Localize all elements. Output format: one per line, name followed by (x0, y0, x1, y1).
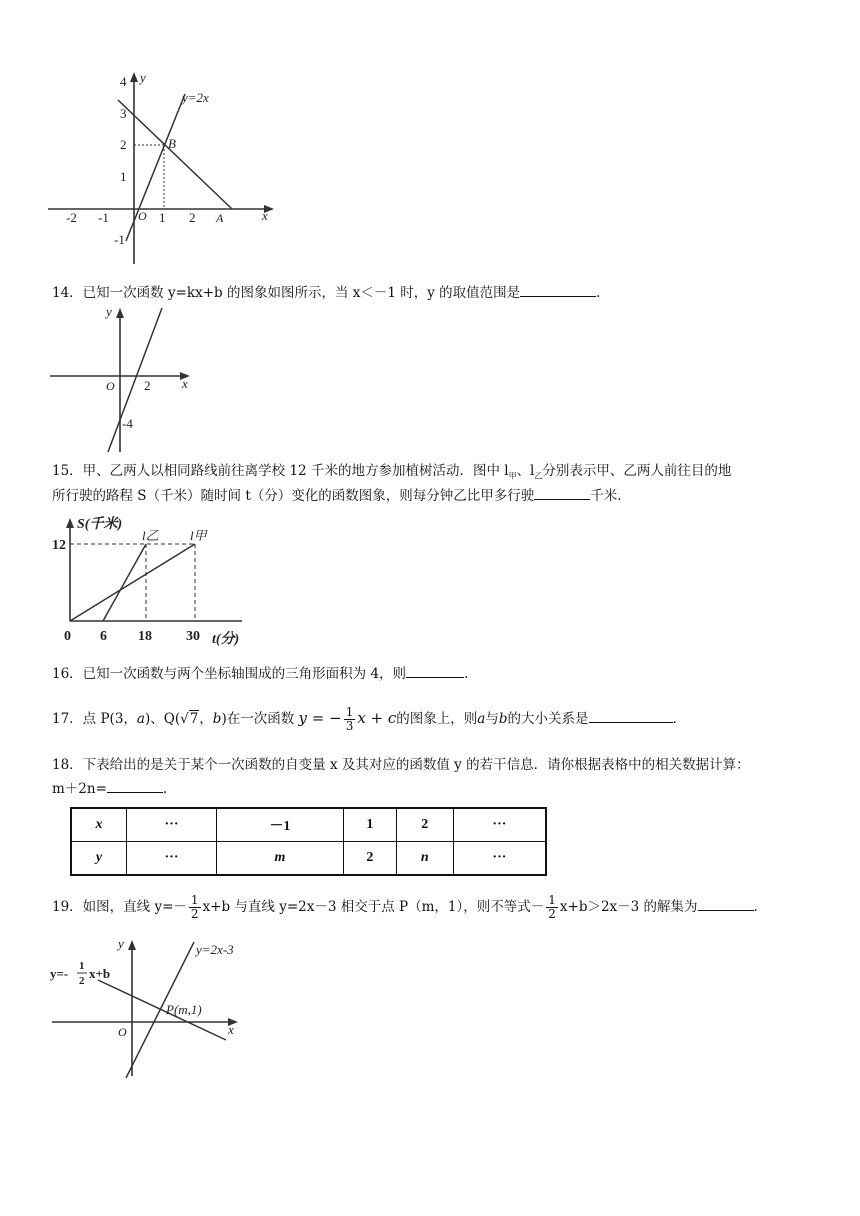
table-cell: x (71, 808, 127, 842)
question-18-line-1: 18．下表给出的是关于某个一次函数的自变量 x 及其对应的函数值 y 的若干信息．请你根据表格中的相关数据计算： (52, 757, 750, 773)
line-label-2x-minus-3: y=2x-3 (196, 942, 234, 957)
table-row (71, 842, 546, 876)
y-tick-4: 4 (120, 74, 127, 89)
y-axis-label: y (118, 936, 124, 951)
table-cell: 1 (343, 808, 396, 842)
x-axis-label: t(分) (212, 632, 240, 647)
figure-q14 (50, 302, 200, 457)
table-cell: n (396, 842, 453, 876)
x-tick-30: 30 (186, 629, 200, 644)
x-tick-6: 6 (100, 629, 107, 644)
point-a-label: A (216, 211, 224, 225)
question-16: 16．已知一次函数与两个坐标轴围成的三角形面积为 4，则 . (52, 666, 469, 682)
table-cell: ··· (127, 842, 217, 876)
line-label-suffix: x+b (89, 966, 111, 981)
x-axis-label: x (182, 376, 188, 391)
question-15-line-2: 所行驶的路程 S（千米）随时间 t（分）变化的函数图象，则每分钟乙比甲多行驶 千米. (52, 488, 622, 504)
line-label-den: 2 (79, 975, 85, 987)
fraction-one-half: $\frac{1}{2}$ (548, 893, 556, 921)
y-axis-label: S(千米) (77, 517, 123, 532)
x-axis-label: x (228, 1022, 234, 1037)
point-p-label: P(m,1) (166, 1002, 202, 1017)
figure-q15 (50, 510, 255, 648)
origin-label: 0 (64, 629, 71, 644)
origin-label: O (118, 1025, 127, 1039)
table-row (71, 808, 546, 842)
line-label-num: 1 (79, 960, 85, 972)
y-tick-minus4: -4 (122, 416, 133, 431)
y-tick-1: 1 (120, 169, 127, 184)
question-18-line-2: m＋2n= . (52, 781, 168, 797)
x-axis-label: x (262, 208, 268, 223)
y-tick-minus1: -1 (114, 232, 125, 247)
line-label-prefix: y=- (50, 966, 69, 981)
answer-blank-19[interactable] (698, 897, 754, 911)
answer-blank-17[interactable] (589, 709, 673, 723)
value-table (70, 807, 547, 876)
line-label-jia: l甲 (190, 528, 207, 543)
table-cell: －1 (216, 808, 343, 842)
x-tick-18: 18 (138, 629, 152, 644)
question-19: 19．如图，直线 y=－ $\frac{1}{2}$ x+b 与直线 y=2x－3 相交于点 P（m，1），则不等式－ $\frac{1}{2}$ x+b＞2x－3 的解集为 . (52, 893, 758, 921)
figure-q13 (48, 68, 278, 268)
question-15-line-1: 15．甲、乙两人以相同路线前往离学校 12 千米的地方参加植树活动．图中 $l_甲$、$l_乙$分别表示甲、乙两人前往目的地 (52, 463, 732, 481)
y-tick-2: 2 (120, 137, 127, 152)
question-17: 17．点 P(3，a)、Q(√7，b)在一次函数 y = − $\frac{1}{3}$ x + c的图象上，则a与b的大小关系是 . (52, 705, 677, 733)
figure-q19 (48, 936, 248, 1084)
y-axis-label: y (140, 70, 146, 85)
fraction-one-half: $\frac{1}{2}$ (190, 893, 199, 921)
y-tick-12: 12 (52, 538, 66, 553)
table-cell: ··· (453, 808, 546, 842)
origin-label: O (138, 209, 147, 223)
answer-blank-16[interactable] (406, 664, 464, 678)
x-tick-minus2: -2 (66, 210, 77, 225)
table-cell: 2 (396, 808, 453, 842)
table-cell: y (71, 842, 127, 876)
fraction-one-third: $\frac{1}{3}$ (345, 705, 354, 733)
point-b-label: B (168, 136, 176, 151)
x-tick-1: 1 (159, 210, 166, 225)
table-cell: ··· (453, 842, 546, 876)
line-label-y2x: y=2x (182, 90, 209, 105)
answer-blank-18[interactable] (107, 779, 163, 793)
x-tick-2: 2 (144, 378, 151, 393)
table-cell: ··· (127, 808, 217, 842)
x-tick-minus1: -1 (98, 210, 109, 225)
answer-blank-15[interactable] (534, 486, 590, 500)
origin-label: O (106, 379, 115, 393)
table-cell: m (216, 842, 343, 876)
y-axis-label: y (106, 304, 112, 319)
question-14: 14．已知一次函数 y=kx+b 的图象如图所示，当 x＜－1 时，y 的取值范围是 . (52, 285, 601, 301)
table-cell: 2 (343, 842, 396, 876)
answer-blank-14[interactable] (520, 283, 596, 297)
y-tick-3: 3 (120, 106, 127, 121)
x-tick-2: 2 (189, 210, 196, 225)
line-label-yi: l乙 (142, 528, 159, 543)
